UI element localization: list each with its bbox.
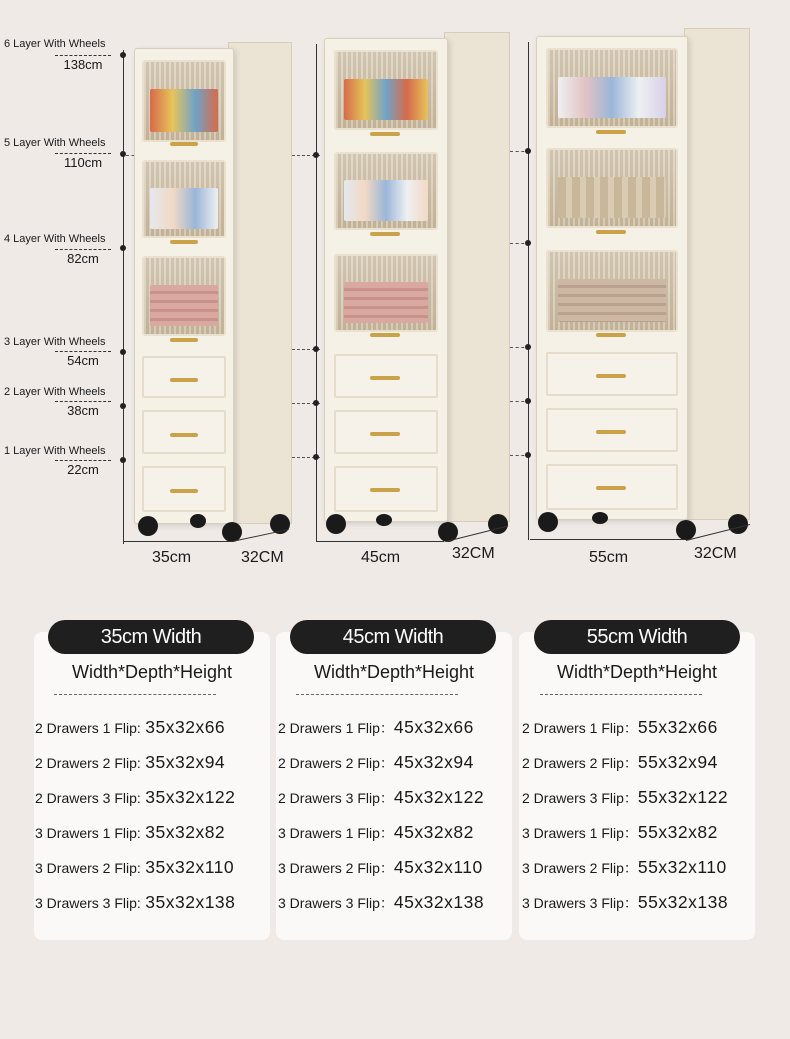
spec-row-value: 55x32x94 [637, 752, 718, 772]
spec-row-label: 2 Drawers 2 Flip: [35, 755, 141, 771]
spec-row-label: 3 Drawers 2 Flip： [278, 860, 394, 876]
scale-tick [120, 52, 126, 58]
spec-row-label: 3 Drawers 2 Flip： [522, 860, 638, 876]
spec-row-label: 3 Drawers 3 Flip： [522, 895, 638, 911]
width-label-45: 45cm [361, 549, 401, 566]
divider [296, 694, 458, 695]
spec-row-value: 45x32x110 [393, 857, 483, 877]
spec-row-value: 55x32x122 [637, 787, 729, 807]
spec-row-value: 55x32x82 [637, 822, 718, 842]
spec-row-label: 3 Drawers 1 Flip： [522, 825, 638, 841]
layer-label-5: 5 Layer With Wheels [4, 137, 106, 149]
layer-label-3: 3 Layer With Wheels [4, 336, 106, 348]
layer-height-2: 38cm [55, 401, 111, 418]
spec-row-label: 2 Drawers 2 Flip： [278, 755, 394, 771]
depth-label-55: 32CM [694, 545, 737, 562]
card-title-55: 55cm Width [534, 620, 740, 654]
spec-row-label: 2 Drawers 1 Flip： [278, 720, 394, 736]
spec-row-value: 45x32x94 [393, 752, 474, 772]
spec-row-value: 35x32x82 [145, 822, 226, 842]
scale-axis-line [123, 50, 124, 544]
spec-row [278, 787, 484, 808]
spec-row-value: 35x32x66 [145, 717, 226, 737]
spec-row [278, 892, 484, 913]
spec-row-label: 2 Drawers 1 Flip: [35, 720, 141, 736]
spec-row-label: 2 Drawers 2 Flip： [522, 755, 638, 771]
spec-row-value: 55x32x110 [637, 857, 727, 877]
spec-row-label: 3 Drawers 1 Flip: [35, 825, 141, 841]
layer-label-1: 1 Layer With Wheels [4, 445, 106, 457]
spec-row [35, 717, 225, 738]
scale-tick [120, 245, 126, 251]
layer-label-4: 4 Layer With Wheels [4, 233, 106, 245]
spec-row [522, 822, 718, 843]
spec-row-label: 3 Drawers 3 Flip： [278, 895, 394, 911]
layer-height-3: 54cm [55, 351, 111, 368]
spec-row-value: 45x32x122 [393, 787, 485, 807]
card-subtitle-55: Width*Depth*Height [556, 662, 718, 682]
layer-height-4: 82cm [55, 249, 111, 266]
spec-row-label: 3 Drawers 3 Flip: [35, 895, 141, 911]
spec-row-value: 55x32x66 [637, 717, 718, 737]
spec-row-value: 55x32x138 [637, 892, 729, 912]
spec-row [278, 857, 483, 878]
card-title-45: 45cm Width [290, 620, 496, 654]
spec-row-value: 35x32x94 [145, 752, 226, 772]
spec-row [522, 857, 727, 878]
spec-row-value: 45x32x138 [393, 892, 485, 912]
scale-tick [120, 151, 126, 157]
spec-row [35, 892, 235, 913]
width-label-35: 35cm [152, 549, 192, 566]
spec-row [278, 717, 474, 738]
card-subtitle-45: Width*Depth*Height [313, 662, 475, 682]
spec-row [522, 787, 728, 808]
layer-label-6: 6 Layer With Wheels [4, 38, 106, 50]
spec-row-value: 35x32x110 [145, 857, 235, 877]
spec-row [522, 892, 728, 913]
width-label-55: 55cm [589, 549, 629, 566]
spec-row-label: 2 Drawers 3 Flip： [278, 790, 394, 806]
spec-row [278, 752, 474, 773]
layer-label-2: 2 Layer With Wheels [4, 386, 106, 398]
divider [54, 694, 216, 695]
spec-row [35, 822, 225, 843]
spec-row-label: 3 Drawers 1 Flip： [278, 825, 394, 841]
spec-row [35, 752, 225, 773]
spec-row-value: 45x32x66 [393, 717, 474, 737]
spec-row-value: 35x32x122 [145, 787, 236, 807]
layer-height-5: 110cm [55, 153, 111, 170]
spec-row [35, 857, 234, 878]
scale-tick [120, 457, 126, 463]
divider [540, 694, 702, 695]
card-title-35: 35cm Width [48, 620, 254, 654]
spec-row-label: 3 Drawers 2 Flip: [35, 860, 141, 876]
spec-row-label: 2 Drawers 1 Flip： [522, 720, 638, 736]
spec-row-label: 2 Drawers 3 Flip: [35, 790, 141, 806]
spec-row [522, 752, 718, 773]
scale-tick [120, 403, 126, 409]
card-subtitle-35: Width*Depth*Height [71, 662, 233, 682]
spec-row-label: 2 Drawers 3 Flip： [522, 790, 638, 806]
layer-height-1: 22cm [55, 460, 111, 477]
scale-tick [120, 349, 126, 355]
depth-label-45: 32CM [452, 545, 495, 562]
spec-row [522, 717, 718, 738]
layer-height-6: 138cm [55, 55, 111, 72]
spec-row-value: 35x32x138 [145, 892, 236, 912]
depth-label-35: 32CM [241, 549, 284, 566]
spec-row [35, 787, 235, 808]
spec-row-value: 45x32x82 [393, 822, 474, 842]
spec-row [278, 822, 474, 843]
